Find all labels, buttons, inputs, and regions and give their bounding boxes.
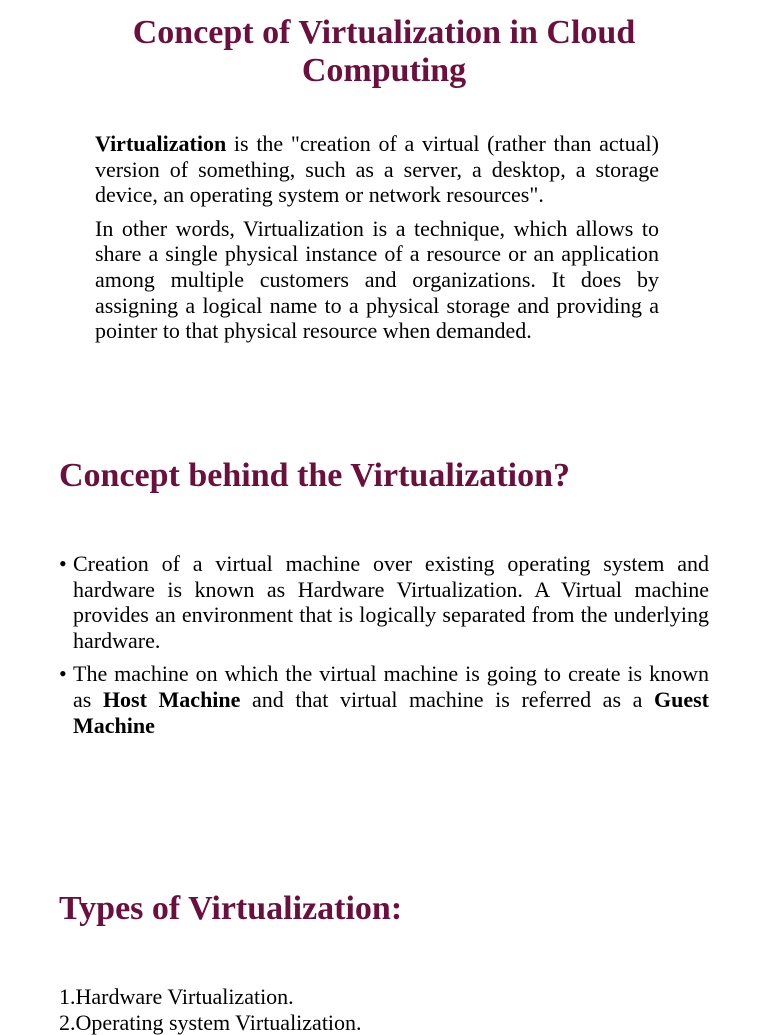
page-title: Concept of Virtualization in Cloud Computing (132, 14, 636, 89)
bullet-icon: • (59, 551, 67, 576)
list-item (59, 551, 709, 653)
bullet-text-segment: The machine on which the virtual machine is going to create is known as (73, 661, 709, 712)
guest-machine-term: Guest Machine (73, 686, 709, 738)
bullet-text-segment: and that virtual machine is referred as a (240, 686, 654, 712)
bullet-icon: • (59, 661, 67, 687)
bullet-text-host-guest (73, 661, 709, 738)
concept-heading: Concept behind the Virtualization? (59, 457, 570, 494)
intro-paragraph-explanation: In other words, Virtualization is a technique, which allows to share a single physical instance of a resource or an application among multiple customers and organizations. It does by assigning a logical name to a physical storage and providing a pointer to that physical resource when demanded. (95, 215, 659, 344)
bullet-text-hardware-virtualization: Creation of a virtual machine over existing operating system and hardware is known as Hardware Virtualization. A Virtual machine provides an environment that is logically separated from the underlying hardware. (73, 551, 709, 653)
types-heading: Types of Virtualization: (59, 890, 403, 927)
list-item (59, 661, 709, 738)
intro-section (95, 131, 659, 352)
types-list (59, 984, 709, 1035)
intro-paragraph-definition (95, 131, 659, 208)
concept-bullet-list (59, 551, 709, 746)
list-item: 2.Operating system Virtualization. (59, 1009, 362, 1035)
host-machine-term: Host Machine (102, 686, 241, 712)
intro-term: Virtualization (95, 131, 227, 156)
list-item: 1.Hardware Virtualization. (59, 984, 294, 1009)
intro-definition-text: is the "creation of a virtual (rather than actual) version of something, such as a server, a desktop, a storage device, an operating system or network resources". (95, 131, 659, 208)
